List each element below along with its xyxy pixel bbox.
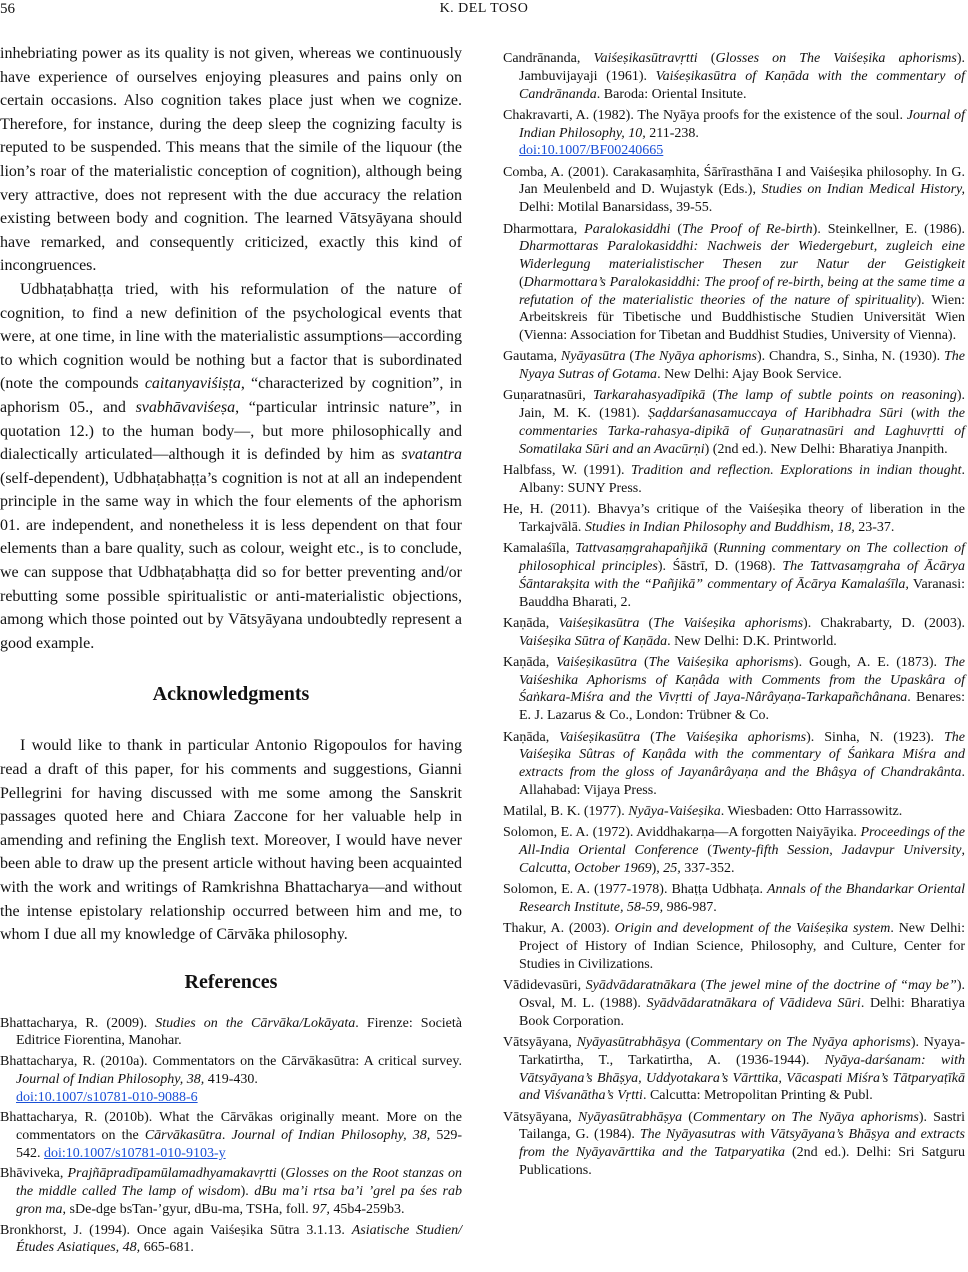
reference-entry: Kaṇāda, Vaiśeṣikasūtra (The Vaiśeṣika aphorisms). Sinha, N. (1923). The Vaiśeṣika Sûtras of Kaṇâda with the commentary of Śaṅkara Miśra and extracts from the gloss of Jayanârâyaṇa and the Bhâṣya of Chandrakânta. Allahabad: Vijaya Press. — [503, 729, 965, 798]
reference-entry: Solomon, E. A. (1977-1978). Bhaṭṭa Udbhaṭa. Annals of the Bhandarkar Oriental Research Institute, 58-59, 986-987. — [503, 882, 965, 916]
sanskrit-term: svabhāvaviśeṣa — [135, 398, 236, 416]
reference-entry: Kaṇāda, Vaiśeṣikasūtra (The Vaiśeṣika aphorisms). Chakrabarty, D. (2003). Vaiśeṣika Sūtra of Kaṇāda. New Delhi: D.K. Printworld. — [503, 615, 965, 649]
left-column — [0, 42, 462, 1260]
reference-entry: Bhattacharya, R. (2010a). Commentators on the Cārvākasūtra: A critical survey. Journal of Indian Philosophy, 38, 419-430. doi:10.1007/s10781-010-9088-6 — [0, 1054, 462, 1105]
references-heading: References — [184, 970, 278, 993]
acknowledgments-heading: Acknowledgments — [152, 683, 310, 706]
reference-entry: Vātsyāyana, Nyāyasūtrabhāṣya (Commentary on The Nyāya aphorisms). Sastri Tailanga, G. (1984). The Nyāyasutras with Vātsyāyana’s Bhāṣya and extracts from the Nyāyavārttika and the Tatparyatika (2nd ed.). Delhi: Sri Satguru Publications. — [503, 1109, 965, 1178]
reference-entry: Halbfass, W. (1991). Tradition and reflection. Explorations in indian thought. Albany: SUNY Press. — [503, 463, 965, 496]
reference-entry: Chakravarti, A. (1982). The Nyāya proofs for the existence of the soul. Journal of Indian Philosophy, 10, 211-238. doi:10.1007/BF00240665 — [503, 107, 965, 159]
body-paragraph: inhebriating power as its quality is not given, whereas we continuously have experience of ourselves enjoying pleasures and pains only on certain occasions. Also cognition takes place just when we cognize. Therefore, for instance, during the deep sleep the cognizing faculty is reputed to be suspended. This means that the simile of the liquour (the lion’s roar of the materialistic conception of cognition), although being very attractive, does not represent with the due accuracy the relation existing between body and cognition. The learned Vātsyāyana should have remarked, and consequently criticized, exactly this kind of incongruences. — [0, 45, 462, 275]
running-title: K. DEL TOSO — [439, 1, 529, 16]
reference-entry: Bhāviveka, Prajñāpradīpamūlamadhyamakavṛtti (Glosses on the Root stanzas on the middle called The lamp of wisdom). dBu ma’i rtsa ba’i ’grel pa śes rab gron ma, sDe-dge bsTan-’gyur, dBu-ma, TSHa, foll. 97, 45b4-259b3. — [0, 1166, 463, 1217]
acknowledgments-text: I would like to thank in particular Antonio Rigopoulos for having read a draft of this paper, for his comments and suggestions, Gianni Pellegrini for having discussed with me some among the Sanskrit passages quoted here and Chiara Zaccone for her valuable help in amending and refining the English text. Moreover, I would have never been able to draw up the present article without having been acquainted with the work and writings of Ramkrishna Bhattacharya—and without the intense epistolary relationship occurred between him and me, to whom I due all my knowledge of Cārvāka philosophy. — [0, 737, 462, 944]
reference-list-right — [503, 50, 965, 1180]
doi-link[interactable]: doi:10.1007/BF00240665 — [519, 143, 664, 159]
body-paragraph: Udbhaṭabhaṭṭa tried, with his reformulation of the nature of cognition, to find a new definition of the psychological events that were, at one time, in line with the materialistic assumptions—according to which cognition would be nothing but a factor that is subordinated (note the compounds caitanyaviśiṣṭa, “characterized by cognition”, in aphorism 05., and svabhāvaviśeṣa, “particular intrinsic nature”, in quotation 12.) to the human body—, but more philosophically and dialectically articulated—although it is definded by him as svatantra (self-dependent), Udbhaṭabhaṭṭa’s cognition is not at all an independent principle in the same way in which the four elements of the aphorism 01. are independent, and nonetheless it is less dependent on that four elements than a bare quality, such as colour, weight etc., is to conclude, we can suppose that Udbhaṭabhaṭṭa did so for better preventing and/or rebutting some possible spiritualistic or anti-materialistic objections, among which those pointed out by Vātsyāyana undoubtedly represent a good example. — [0, 280, 462, 652]
reference-entry: Kamalaśīla, Tattvasaṃgrahapañjikā (Running commentary on The collection of philosophical principles). Śāstrī, D. (1968). The Tattvasaṃgraha of Ācārya Śāntarakṣita with the “Pañjikā” commentary of Ācārya Kamalaśīla, Varanasi: Bauddha Bharati, 2. — [503, 541, 966, 610]
reference-entry: Dharmottara, Paralokasiddhi (The Proof of Re-birth). Steinkellner, E. (1986). Dharmottaras Paralokasiddhi: Nachweis der Wiedergeburt, zugleich eine Widerlegung materialistischer Thesen zur Natur der Geistigkeit (Dharmottara’s Paralokasiddhi: The proof of re-birth, being at the same time a refutation of the materialistic theories of the nature of spirituality). Wien: Arbeitskreis für Tibetische und Buddhistische Studien Universität Wien (Vienna: Association for Tibetan and Buddhist Studies, University of Vienna). — [503, 221, 965, 344]
reference-entry: Comba, A. (2001). Carakasaṃhita, Śārīrasthāna I and Vaiśeṣika philosophy. In G. Jan Meulenbeld and D. Wujastyk (Eds.), Studies on Indian Medical History, Delhi: Motilal Banarsidass, 39-55. — [503, 164, 965, 216]
reference-entry: Solomon, E. A. (1972). Aviddhakarṇa—A forgotten Naiyāyika. Proceedings of the All-India Oriental Conference (Twenty-fifth Session, Jadavpur University, Calcutta, October 1969), 25, 337-352. — [503, 825, 965, 876]
reference-entry: Thakur, A. (2003). Origin and development of the Vaiśeṣika system. New Delhi: Project of History of Indian Science, Philosophy, and Culture, Center for Studies in Civilizations. — [503, 921, 965, 972]
reference-entry: Candrānanda, Vaiśeṣikasūtravṛtti (Glosses on The Vaiśeṣika aphorisms). Jambuvijayaji (1961). Vaiśeṣikasūtra of Kaṇāda with the commentary of Candrānanda. Baroda: Oriental Insitute. — [503, 51, 965, 102]
sanskrit-term: svatantra — [401, 446, 462, 464]
doi-link[interactable]: doi:10.1007/s10781-010-9088-6 — [16, 1089, 198, 1105]
doi-link[interactable]: doi:10.1007/s10781-010-9103-y — [44, 1145, 226, 1161]
reference-list-left — [0, 1015, 462, 1257]
right-column — [503, 50, 965, 1183]
reference-entry: He, H. (2011). Bhavya’s critique of the Vaiśeṣika theory of liberation in the Tarkajvālā. Studies in Indian Philosophy and Buddhism, 18, 23-37. — [503, 502, 965, 535]
reference-entry: Vātsyāyana, Nyāyasūtrabhāṣya (Commentary on The Nyāya aphorisms). Nyaya-Tarkatirtha, T., Tarkatirtha, A. (1936-1944). Nyāya-darśanam: with Vātsyāyana’s Bhāṣya, Uddyotakara’s Vārttika, Vācaspati Miśra’s Tātparyaṭīkā and Viśvanātha’s Vṛtti. Calcutta: Metropolitan Printing & Publ. — [503, 1035, 965, 1104]
reference-entry: Gautama, Nyāyasūtra (The Nyāya aphorisms). Chandra, S., Sinha, N. (1930). The Nyaya Sutras of Gotama. New Delhi: Ajay Book Service. — [503, 349, 965, 383]
page-number: 56 — [0, 1, 15, 17]
reference-entry: Bhattacharya, R. (2010b). What the Cārvākas originally meant. More on the commentators on the Cārvākasūtra. Journal of Indian Philosophy, 38, 529-542. doi:10.1007/s10781-010-9103-y — [0, 1110, 462, 1161]
reference-entry: Vādidevasūri, Syādvādaratnākara (The jewel mine of the doctrine of “may be”). Osval, M. L. (1988). Syādvādaratnākara of Vādideva Sūri. Delhi: Bharatiya Book Corporation. — [503, 978, 965, 1029]
reference-entry: Guṇaratnasūri, Tarkarahasyadīpikā (The lamp of subtle points on reasoning). Jain, M. K. (1981). Ṣaḍdarśanasamuccaya of Haribhadra Sūri (with the commentaries Tarka-rahasya-dipikā of Guṇaratnasūri and Laghuvṛtti of Somatilaka Sūri and an Avacūrṇi) (2nd ed.). New Delhi: Bharatiya Jnanpith. — [503, 388, 965, 457]
reference-entry: Kaṇāda, Vaiśeṣikasūtra (The Vaiśeṣika aphorisms). Gough, A. E. (1873). The Vaiśeshika Aphorisms of Kaṇâda with Comments from the Upaskâra of Śaṅkara-Miśra and the Vivṛtti of Jaya-Nârâyaṇa-Tarkapañchânana. Benares: E. J. Lazarus & Co., London: Trübner & Co. — [503, 654, 965, 724]
sanskrit-term: caitanyaviśiṣṭa — [144, 375, 241, 393]
reference-entry: Bronkhorst, J. (1994). Once again Vaiśeṣika Sūtra 3.1.13. Asiatische Studien/Études Asiatiques, 48, 665-681. — [0, 1222, 462, 1256]
reference-entry: Bhattacharya, R. (2009). Studies on the Cārvāka/Lokāyata. Firenze: Società Editrice Fiorentina, Manohar. — [0, 1015, 463, 1049]
reference-entry: Matilal, B. K. (1977). Nyāya-Vaiśeṣika. Wiesbaden: Otto Harrassowitz. — [503, 804, 903, 820]
